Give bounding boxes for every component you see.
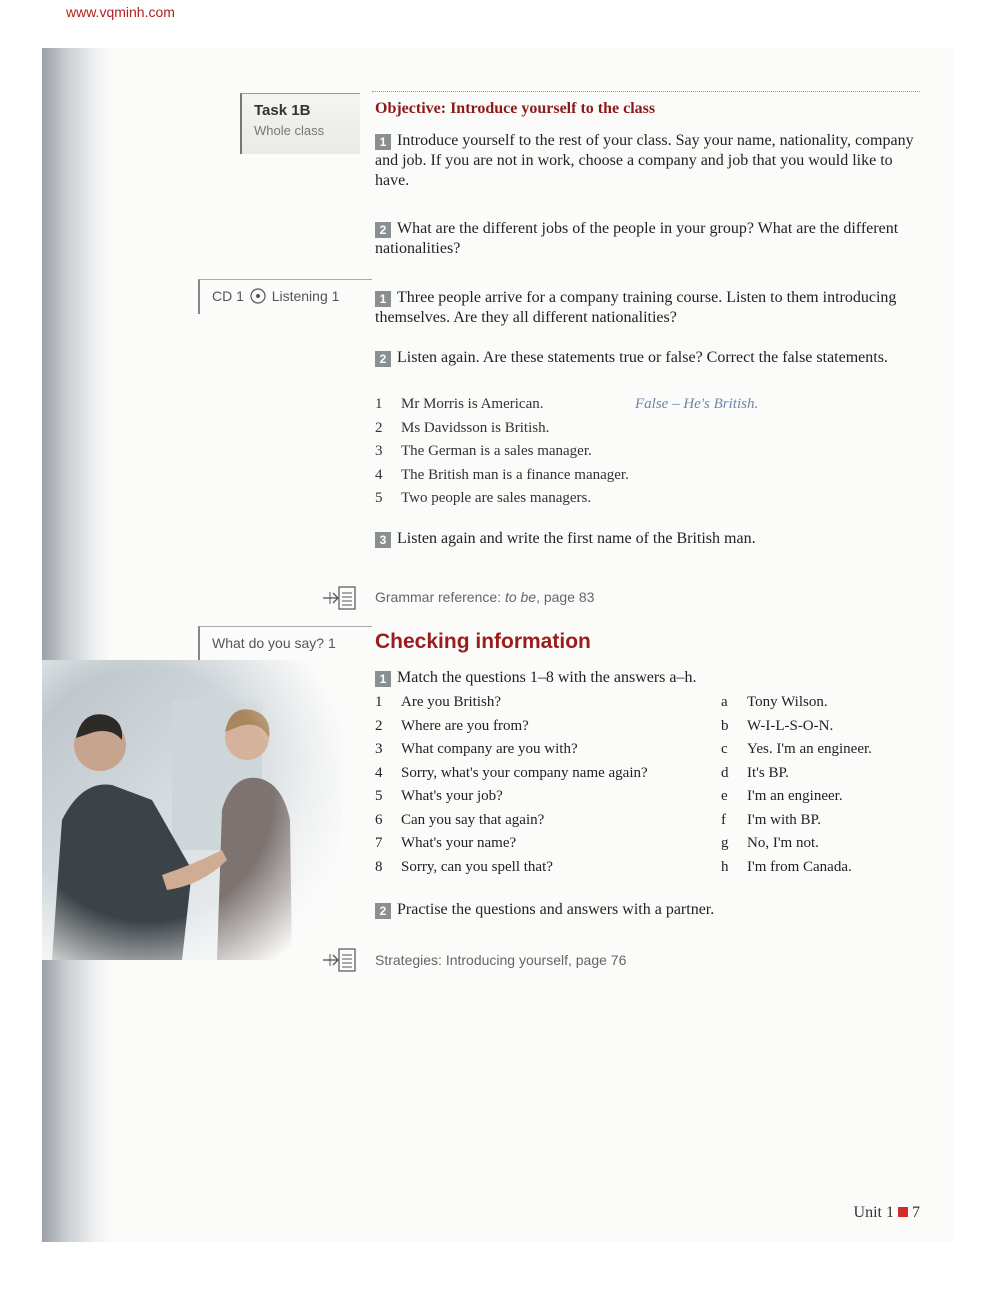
list-text: Sorry, can you spell that? xyxy=(401,858,553,875)
list-number: 2 xyxy=(375,717,383,734)
list-letter: b xyxy=(721,717,729,734)
list-number: 5 xyxy=(375,490,383,506)
page-footer xyxy=(854,1204,920,1222)
task-subtitle: Whole class xyxy=(254,123,325,138)
list-item xyxy=(721,694,872,718)
task-box xyxy=(240,93,360,154)
task-item-1-text: Introduce yourself to the rest of your class. Say your name, nationality, company and job. If you are not in work, choose a company and job that you would like to have. xyxy=(375,132,914,189)
list-item xyxy=(375,812,648,836)
list-item xyxy=(721,741,872,765)
item-number-badge: 1 xyxy=(375,291,391,307)
list-item xyxy=(375,694,648,718)
list-number: 3 xyxy=(375,443,383,459)
handshake-photo xyxy=(42,660,342,960)
list-text: Mr Morris is American. xyxy=(401,396,544,412)
list-item xyxy=(721,718,872,742)
list-text: Yes. I'm an engineer. xyxy=(747,741,872,757)
item-number-badge: 1 xyxy=(375,134,391,150)
list-letter: h xyxy=(721,858,729,875)
list-number: 4 xyxy=(375,466,383,483)
list-text: The British man is a finance manager. xyxy=(401,466,629,483)
list-letter: g xyxy=(721,835,729,851)
list-item xyxy=(375,741,648,765)
list-text: No, I'm not. xyxy=(747,835,819,851)
answers-list xyxy=(721,694,872,882)
item-number-badge: 3 xyxy=(375,532,391,548)
list-number: 5 xyxy=(375,788,383,804)
list-number: 4 xyxy=(375,764,383,781)
list-number: 2 xyxy=(375,419,383,436)
list-item xyxy=(375,490,629,514)
task-item-2-text: What are the different jobs of the people in your group? What are the different nationalities? xyxy=(375,220,899,257)
list-text: I'm from Canada. xyxy=(747,858,852,875)
list-text: What's your name? xyxy=(401,835,517,851)
what-do-you-say-text: What do you say? 1 xyxy=(212,635,336,651)
example-answer: False – He's British. xyxy=(635,396,759,412)
list-letter: c xyxy=(721,741,728,757)
list-text: Where are you from? xyxy=(401,717,529,734)
list-text: It's BP. xyxy=(747,764,789,781)
list-text: Are you British? xyxy=(401,694,501,710)
task-title: Task 1B xyxy=(254,102,311,119)
item-number-badge: 1 xyxy=(375,671,391,687)
item-number-badge: 2 xyxy=(375,903,391,919)
listening-item-1-text: Three people arrive for a company training course. Listen to them introducing themselves. Are they all different nationalities? xyxy=(375,289,897,326)
checking-item-1-text: Match the questions 1–8 with the answers a–h. xyxy=(397,669,697,686)
list-text: W-I-L-S-O-N. xyxy=(747,717,834,734)
list-text: What company are you with? xyxy=(401,741,578,757)
checking-item-2-text: Practise the questions and answers with a partner. xyxy=(397,901,715,918)
list-item xyxy=(375,718,648,742)
page-edge-shadow xyxy=(42,48,112,1242)
checking-item-2 xyxy=(375,900,920,920)
list-text: The German is a sales manager. xyxy=(401,443,592,459)
list-item xyxy=(375,396,629,420)
list-text: Can you say that again? xyxy=(401,811,545,828)
listening-item-3 xyxy=(375,529,920,549)
reference-arrow-icon xyxy=(322,946,358,974)
list-item xyxy=(375,443,629,467)
list-number: 8 xyxy=(375,858,383,875)
list-item xyxy=(721,765,872,789)
list-item xyxy=(721,835,872,859)
grammar-reference xyxy=(375,589,594,605)
item-number-badge: 2 xyxy=(375,351,391,367)
list-text: Tony Wilson. xyxy=(747,694,828,710)
list-number: 1 xyxy=(375,396,383,412)
page-number: 7 xyxy=(912,1204,920,1221)
cd-icon xyxy=(250,288,266,304)
statements-list xyxy=(375,396,629,514)
section-heading: Checking information xyxy=(375,630,591,653)
list-number: 1 xyxy=(375,694,383,710)
watermark: www.vqminh.com xyxy=(66,4,175,20)
checking-item-1 xyxy=(375,668,920,688)
item-number-badge: 2 xyxy=(375,222,391,238)
list-letter: e xyxy=(721,788,728,804)
list-text: What's your job? xyxy=(401,788,503,804)
objective-heading: Objective: Introduce yourself to the class xyxy=(375,100,656,117)
task-item-2 xyxy=(375,219,920,259)
list-number: 6 xyxy=(375,811,383,828)
grammar-reference-suffix: , page 83 xyxy=(536,589,595,605)
list-letter: a xyxy=(721,694,728,710)
list-item xyxy=(375,420,629,444)
listening-item-1 xyxy=(375,288,920,328)
list-item xyxy=(721,859,872,883)
list-text: Two people are sales managers. xyxy=(401,490,592,506)
list-item xyxy=(375,765,648,789)
list-number: 3 xyxy=(375,741,383,757)
list-item xyxy=(721,788,872,812)
list-text: I'm an engineer. xyxy=(747,788,843,804)
list-item xyxy=(375,467,629,491)
listening-item-2 xyxy=(375,348,920,368)
list-text: Ms Davidsson is British. xyxy=(401,419,550,436)
grammar-reference-prefix: Grammar reference: xyxy=(375,589,505,605)
cd-label: CD 1 xyxy=(212,288,244,304)
list-number: 7 xyxy=(375,835,383,851)
what-do-you-say-label xyxy=(198,626,372,661)
listening-label xyxy=(198,279,372,314)
red-square-icon xyxy=(898,1207,908,1217)
grammar-reference-topic: to be xyxy=(504,589,537,605)
task-item-1 xyxy=(375,131,920,191)
list-text: Sorry, what's your company name again? xyxy=(401,764,648,781)
list-item xyxy=(721,812,872,836)
list-letter: d xyxy=(721,764,729,781)
list-item xyxy=(375,788,648,812)
top-divider xyxy=(372,91,920,92)
strategies-reference: Strategies: Introducing yourself, page 76 xyxy=(375,952,627,968)
listening-track-label: Listening 1 xyxy=(271,288,340,304)
list-letter: f xyxy=(721,811,726,828)
listening-item-2-text: Listen again. Are these statements true or false? Correct the false statements. xyxy=(397,349,888,366)
list-item xyxy=(375,835,648,859)
reference-arrow-icon xyxy=(322,584,358,612)
list-text: I'm with BP. xyxy=(747,811,821,828)
listening-item-3-text: Listen again and write the first name of the British man. xyxy=(397,530,756,547)
list-item xyxy=(375,859,648,883)
questions-list xyxy=(375,694,648,882)
unit-label: Unit 1 xyxy=(853,1204,894,1221)
